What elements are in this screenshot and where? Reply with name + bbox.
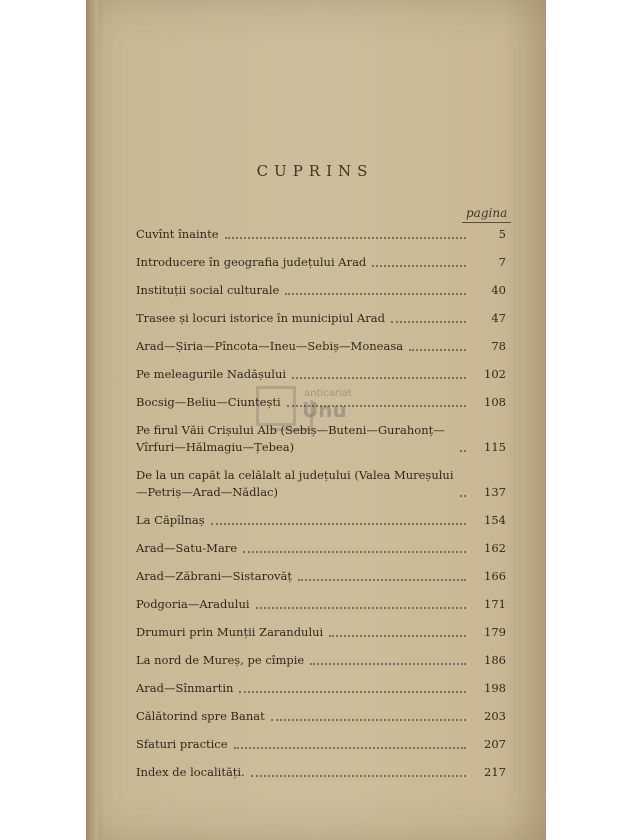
toc-leader-dots xyxy=(292,377,466,379)
watermark-text-large: Unu xyxy=(302,398,347,422)
toc-entry-label: Index de localități. xyxy=(136,765,245,779)
toc-leader-dots xyxy=(460,495,466,497)
toc-entry-page: 171 xyxy=(484,597,506,611)
toc-entry-label: Cuvînt înainte xyxy=(136,227,219,241)
toc-entry xyxy=(136,624,506,641)
toc-leader-dots xyxy=(239,691,466,693)
toc-leader-dots xyxy=(329,635,466,637)
toc-entry xyxy=(136,254,506,271)
toc-leader-dots xyxy=(256,607,466,609)
toc-entry-page: 154 xyxy=(484,513,506,527)
toc-entry xyxy=(136,512,506,529)
toc-entry-label: La nord de Mureș, pe cîmpie xyxy=(136,653,305,667)
toc-entry-label: Călătorind spre Banat xyxy=(136,709,265,723)
toc-entry-page: 198 xyxy=(484,681,506,695)
toc-entry-page: 47 xyxy=(491,311,506,325)
toc-entry xyxy=(136,310,506,327)
toc-entry-page: 102 xyxy=(484,367,506,381)
table-of-contents xyxy=(136,226,506,792)
toc-entry xyxy=(136,540,506,557)
toc-entry-page: 40 xyxy=(491,283,506,297)
toc-leader-dots xyxy=(310,663,466,665)
toc-entry xyxy=(136,394,506,411)
toc-leader-dots xyxy=(271,719,466,721)
toc-leader-dots xyxy=(251,775,466,777)
page-title: CUPRINS xyxy=(256,162,374,180)
watermark-text-small: anticariat xyxy=(304,388,352,399)
toc-entry-label: Pe meleagurile Nadășului xyxy=(136,367,287,381)
toc-entry xyxy=(136,680,506,697)
toc-entry-label: Pe firul Văii Crișului Alb (Sebiș—Buteni—Gurahonț—Vîrfuri—Hălmagiu—Țebea) xyxy=(136,423,445,454)
toc-entry xyxy=(136,708,506,725)
toc-entry xyxy=(136,764,506,781)
toc-entry xyxy=(136,366,506,383)
toc-entry xyxy=(136,568,506,585)
toc-entry xyxy=(136,652,506,669)
toc-entry-label: Arad—Sînmartin xyxy=(136,681,234,695)
toc-entry-label: Instituții social culturale xyxy=(136,283,280,297)
toc-leader-dots xyxy=(409,349,466,351)
toc-entry-page: 5 xyxy=(498,227,506,241)
toc-entry-page: 203 xyxy=(484,709,506,723)
toc-leader-dots xyxy=(243,551,466,553)
toc-entry-page: 115 xyxy=(484,440,506,454)
toc-leader-dots xyxy=(391,321,466,323)
toc-leader-dots xyxy=(372,265,466,267)
toc-entry-page: 7 xyxy=(498,255,506,269)
toc-leader-dots xyxy=(285,293,466,295)
toc-entry-page: 78 xyxy=(491,339,506,353)
toc-leader-dots xyxy=(287,405,466,407)
toc-entry xyxy=(136,467,506,501)
toc-entry-page: 162 xyxy=(484,541,506,555)
toc-entry xyxy=(136,596,506,613)
toc-entry-label: Podgoria—Aradului xyxy=(136,597,250,611)
toc-entry-label: Trasee și locuri istorice în municipiul Arad xyxy=(136,311,385,325)
toc-entry xyxy=(136,422,506,456)
toc-entry-page: 166 xyxy=(484,569,506,583)
toc-entry-label: Arad—Șiria—Pîncota—Ineu—Sebiș—Moneasa xyxy=(136,339,404,353)
toc-entry-page: 207 xyxy=(484,737,506,751)
toc-entry-label: Arad—Satu-Mare xyxy=(136,541,238,555)
toc-entry-label: Introducere în geografia județului Arad xyxy=(136,255,367,269)
page-fold-shadow xyxy=(86,0,98,840)
toc-entry xyxy=(136,736,506,753)
toc-entry-label: Drumuri prin Munții Zarandului xyxy=(136,625,324,639)
toc-leader-dots xyxy=(298,579,466,581)
toc-leader-dots xyxy=(460,450,466,452)
toc-entry-label: Arad—Zăbrani—Sistarovăț xyxy=(136,569,292,583)
toc-entry-page: 186 xyxy=(484,653,506,667)
toc-entry xyxy=(136,282,506,299)
toc-entry-label: De la un capăt la celălalt al județului (Valea Mureșului —Petriș—Arad—Nădlac) xyxy=(136,468,454,499)
toc-entry-label: Bocsig—Beliu—Ciuntești xyxy=(136,395,281,409)
toc-leader-dots xyxy=(225,237,466,239)
toc-entry-page: 217 xyxy=(484,765,506,779)
toc-leader-dots xyxy=(211,523,466,525)
toc-entry-label: Sfaturi practice xyxy=(136,737,228,751)
toc-entry xyxy=(136,338,506,355)
toc-entry-page: 108 xyxy=(484,395,506,409)
toc-entry-page: 137 xyxy=(484,485,506,499)
toc-entry xyxy=(136,226,506,243)
page-column-header: pagina xyxy=(466,206,508,220)
toc-entry-label: La Căpîlnaș xyxy=(136,513,205,527)
toc-entry-page: 179 xyxy=(484,625,506,639)
toc-leader-dots xyxy=(234,747,466,749)
